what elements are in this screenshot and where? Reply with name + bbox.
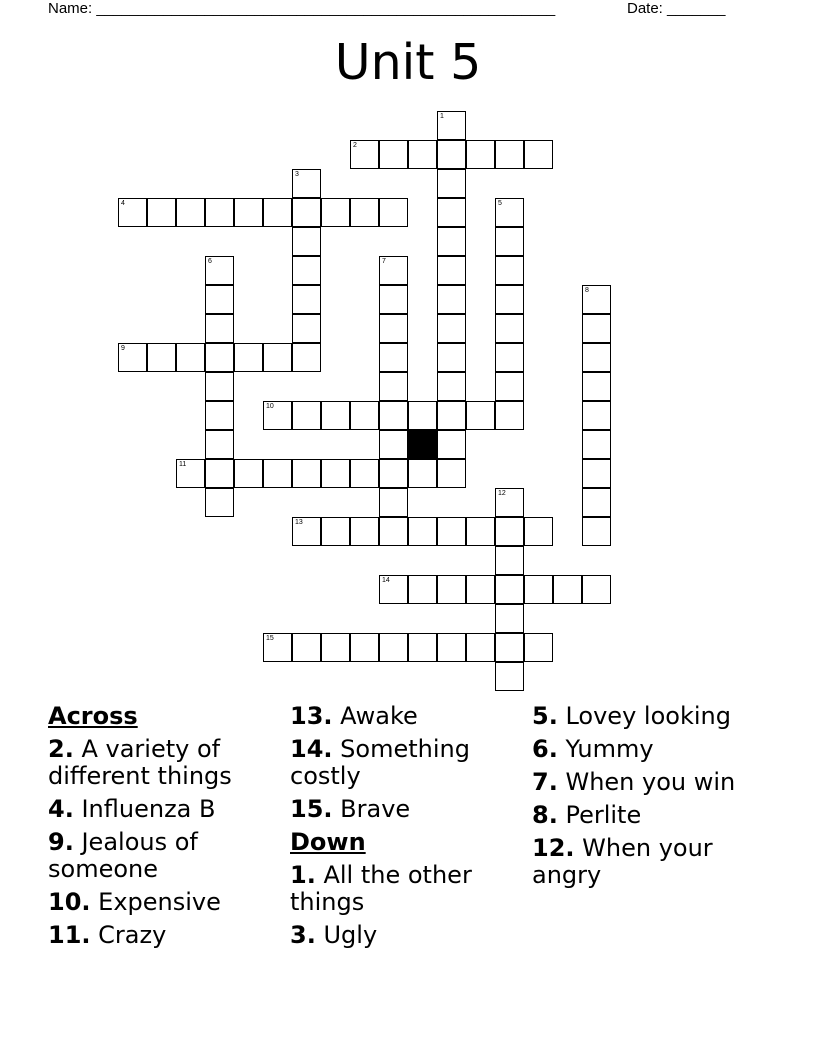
grid-cell[interactable]: [379, 459, 408, 488]
grid-cell[interactable]: [437, 633, 466, 662]
grid-cell[interactable]: [437, 575, 466, 604]
cell-number: 12: [498, 490, 506, 497]
grid-cell[interactable]: [437, 401, 466, 430]
grid-cell[interactable]: [292, 459, 321, 488]
clue-across-2: [48, 736, 283, 790]
grid-cell[interactable]: [234, 343, 263, 372]
grid-cell[interactable]: [437, 111, 466, 140]
grid-cell[interactable]: [147, 343, 176, 372]
clue-number: 15.: [290, 795, 333, 823]
grid-cell[interactable]: [466, 575, 495, 604]
grid-cell[interactable]: [379, 633, 408, 662]
grid-cell[interactable]: [176, 343, 205, 372]
grid-cell[interactable]: [321, 459, 350, 488]
grid-cell[interactable]: [176, 459, 205, 488]
clue-down-8: [532, 802, 767, 829]
grid-cell[interactable]: [379, 575, 408, 604]
clue-text: Brave: [340, 795, 411, 823]
cell-number: 10: [266, 403, 274, 410]
grid-cell[interactable]: [495, 662, 524, 691]
name-field[interactable]: Name: _______________________________________________________: [48, 0, 556, 17]
clue-number: 6.: [532, 735, 558, 763]
grid-cell[interactable]: [582, 285, 611, 314]
grid-cell[interactable]: [495, 140, 524, 169]
cell-number: 5: [498, 200, 502, 207]
cell-number: 7: [382, 258, 386, 265]
puzzle-title: Unit 5: [334, 34, 482, 91]
grid-cell[interactable]: [379, 488, 408, 517]
clue-number: 3.: [290, 921, 316, 949]
grid-cell[interactable]: [292, 256, 321, 285]
grid-cell[interactable]: [350, 633, 379, 662]
grid-cell[interactable]: [408, 401, 437, 430]
clue-number: 12.: [532, 834, 575, 862]
grid-cell[interactable]: [379, 372, 408, 401]
grid-cell[interactable]: [350, 198, 379, 227]
grid-cell[interactable]: [524, 575, 553, 604]
clue-number: 11.: [48, 921, 91, 949]
grid-cell[interactable]: [350, 517, 379, 546]
grid-cell[interactable]: [118, 198, 147, 227]
clue-text: Perlite: [565, 801, 642, 829]
grid-cell[interactable]: [292, 401, 321, 430]
grid-cell[interactable]: [379, 401, 408, 430]
grid-cell[interactable]: [292, 517, 321, 546]
grid-cell[interactable]: [437, 430, 466, 459]
clue-column-2: [290, 703, 525, 955]
cell-number: 3: [295, 171, 299, 178]
clue-across-9: [48, 829, 283, 883]
clue-text: A variety of different things: [48, 735, 232, 790]
clue-down-5: [532, 703, 767, 730]
grid-cell[interactable]: [495, 372, 524, 401]
grid-cell[interactable]: [408, 517, 437, 546]
grid-cell[interactable]: [437, 314, 466, 343]
down-title: Down: [290, 828, 366, 856]
cell-number: 13: [295, 519, 303, 526]
grid-cell[interactable]: [437, 169, 466, 198]
clue-text: Ugly: [323, 921, 378, 949]
grid-cell[interactable]: [292, 314, 321, 343]
grid-cell[interactable]: [379, 256, 408, 285]
grid-cell[interactable]: [147, 198, 176, 227]
cell-number: 8: [585, 287, 589, 294]
grid-cell[interactable]: [379, 140, 408, 169]
clue-text: When you win: [565, 768, 736, 796]
grid-cell[interactable]: [582, 343, 611, 372]
grid-cell[interactable]: [205, 198, 234, 227]
grid-cell[interactable]: [205, 488, 234, 517]
grid-cell[interactable]: [437, 227, 466, 256]
grid-cell[interactable]: [263, 401, 292, 430]
grid-cell[interactable]: [118, 343, 147, 372]
cell-number: 4: [121, 200, 125, 207]
clue-down-1: [290, 862, 525, 916]
grid-cell[interactable]: [292, 169, 321, 198]
grid-cell[interactable]: [234, 459, 263, 488]
grid-cell[interactable]: [176, 198, 205, 227]
grid-cell[interactable]: [437, 343, 466, 372]
grid-cell[interactable]: [466, 401, 495, 430]
clue-text: Jealous of someone: [48, 828, 198, 883]
grid-cell[interactable]: [408, 140, 437, 169]
grid-cell[interactable]: [495, 343, 524, 372]
grid-cell[interactable]: [379, 343, 408, 372]
cell-number: 14: [382, 577, 390, 584]
grid-cell[interactable]: [205, 343, 234, 372]
clue-number: 10.: [48, 888, 91, 916]
clue-across-4: [48, 796, 283, 823]
grid-cell[interactable]: [205, 430, 234, 459]
grid-cell[interactable]: [495, 227, 524, 256]
clue-column-3: [532, 703, 767, 895]
grid-cell[interactable]: [495, 256, 524, 285]
cell-number: 2: [353, 142, 357, 149]
grid-cell[interactable]: [524, 140, 553, 169]
grid-cell[interactable]: [205, 459, 234, 488]
clue-number: 13.: [290, 702, 333, 730]
cell-number: 11: [179, 461, 187, 468]
grid-cell[interactable]: [495, 604, 524, 633]
clue-across-13: [290, 703, 525, 730]
clue-text: Lovey looking: [565, 702, 731, 730]
grid-cell[interactable]: [437, 372, 466, 401]
clue-text: Yummy: [565, 735, 654, 763]
grid-cell[interactable]: [350, 401, 379, 430]
clue-text: Awake: [340, 702, 418, 730]
grid-cell[interactable]: [379, 314, 408, 343]
clue-number: 1.: [290, 861, 316, 889]
grid-cell[interactable]: [437, 459, 466, 488]
grid-cell[interactable]: [408, 459, 437, 488]
grid-cell[interactable]: [292, 343, 321, 372]
clue-text: Expensive: [98, 888, 221, 916]
grid-cell[interactable]: [582, 575, 611, 604]
grid-cell[interactable]: [321, 517, 350, 546]
clue-number: 4.: [48, 795, 74, 823]
grid-cell[interactable]: [495, 575, 524, 604]
grid-cell[interactable]: [495, 546, 524, 575]
black-square: [408, 430, 437, 459]
clue-down-12: [532, 835, 767, 889]
clue-down-6: [532, 736, 767, 763]
grid-cell[interactable]: [234, 198, 263, 227]
grid-cell[interactable]: [582, 488, 611, 517]
grid-cell[interactable]: [205, 256, 234, 285]
date-field[interactable]: Date: _______: [627, 0, 726, 17]
grid-cell[interactable]: [292, 227, 321, 256]
grid-cell[interactable]: [437, 285, 466, 314]
clue-column-1: [48, 703, 283, 955]
clue-text: Influenza B: [81, 795, 216, 823]
grid-cell[interactable]: [379, 517, 408, 546]
grid-cell[interactable]: [437, 517, 466, 546]
clue-number: 2.: [48, 735, 74, 763]
grid-cell[interactable]: [321, 633, 350, 662]
grid-cell[interactable]: [582, 430, 611, 459]
clue-number: 14.: [290, 735, 333, 763]
grid-cell[interactable]: [466, 140, 495, 169]
grid-cell[interactable]: [495, 198, 524, 227]
across-title: Across: [48, 702, 138, 730]
grid-cell[interactable]: [582, 314, 611, 343]
grid-cell[interactable]: [408, 575, 437, 604]
clue-text: Crazy: [98, 921, 167, 949]
grid-cell[interactable]: [437, 256, 466, 285]
clue-across-15: [290, 796, 525, 823]
grid-cell[interactable]: [379, 285, 408, 314]
grid-cell[interactable]: [495, 314, 524, 343]
grid-cell[interactable]: [466, 517, 495, 546]
grid-cell[interactable]: [321, 401, 350, 430]
grid-cell[interactable]: [263, 343, 292, 372]
grid-cell[interactable]: [495, 285, 524, 314]
grid-cell[interactable]: [263, 459, 292, 488]
grid-cell[interactable]: [321, 198, 350, 227]
cell-number: 1: [440, 113, 444, 120]
grid-cell[interactable]: [582, 517, 611, 546]
grid-cell[interactable]: [524, 517, 553, 546]
grid-cell[interactable]: [466, 633, 495, 662]
grid-cell[interactable]: [205, 314, 234, 343]
clue-number: 7.: [532, 768, 558, 796]
grid-cell[interactable]: [205, 285, 234, 314]
grid-cell[interactable]: [495, 517, 524, 546]
grid-cell[interactable]: [292, 633, 321, 662]
grid-cell[interactable]: [582, 459, 611, 488]
grid-cell[interactable]: [495, 488, 524, 517]
clue-text: Something costly: [290, 735, 470, 790]
grid-cell[interactable]: [437, 198, 466, 227]
grid-cell[interactable]: [350, 459, 379, 488]
grid-cell[interactable]: [495, 401, 524, 430]
clue-number: 8.: [532, 801, 558, 829]
grid-cell[interactable]: [582, 372, 611, 401]
grid-cell[interactable]: [292, 285, 321, 314]
clue-text: When your angry: [532, 834, 713, 889]
grid-cell[interactable]: [263, 633, 292, 662]
grid-cell[interactable]: [379, 198, 408, 227]
clue-across-14: [290, 736, 525, 790]
grid-cell[interactable]: [408, 633, 437, 662]
clue-number: 9.: [48, 828, 74, 856]
grid-cell[interactable]: [582, 401, 611, 430]
grid-cell[interactable]: [524, 633, 553, 662]
grid-cell[interactable]: [553, 575, 582, 604]
grid-cell[interactable]: [379, 430, 408, 459]
grid-cell[interactable]: [263, 198, 292, 227]
clue-down-3: [290, 922, 525, 949]
grid-cell[interactable]: [292, 198, 321, 227]
grid-cell[interactable]: [350, 140, 379, 169]
clue-down-7: [532, 769, 767, 796]
grid-cell[interactable]: [205, 401, 234, 430]
grid-cell[interactable]: [495, 633, 524, 662]
clue-number: 5.: [532, 702, 558, 730]
clue-text: All the other things: [290, 861, 472, 916]
clue-across-11: [48, 922, 283, 949]
grid-cell[interactable]: [437, 140, 466, 169]
clue-across-10: [48, 889, 283, 916]
cell-number: 6: [208, 258, 212, 265]
cell-number: 9: [121, 345, 125, 352]
cell-number: 15: [266, 635, 274, 642]
grid-cell[interactable]: [205, 372, 234, 401]
